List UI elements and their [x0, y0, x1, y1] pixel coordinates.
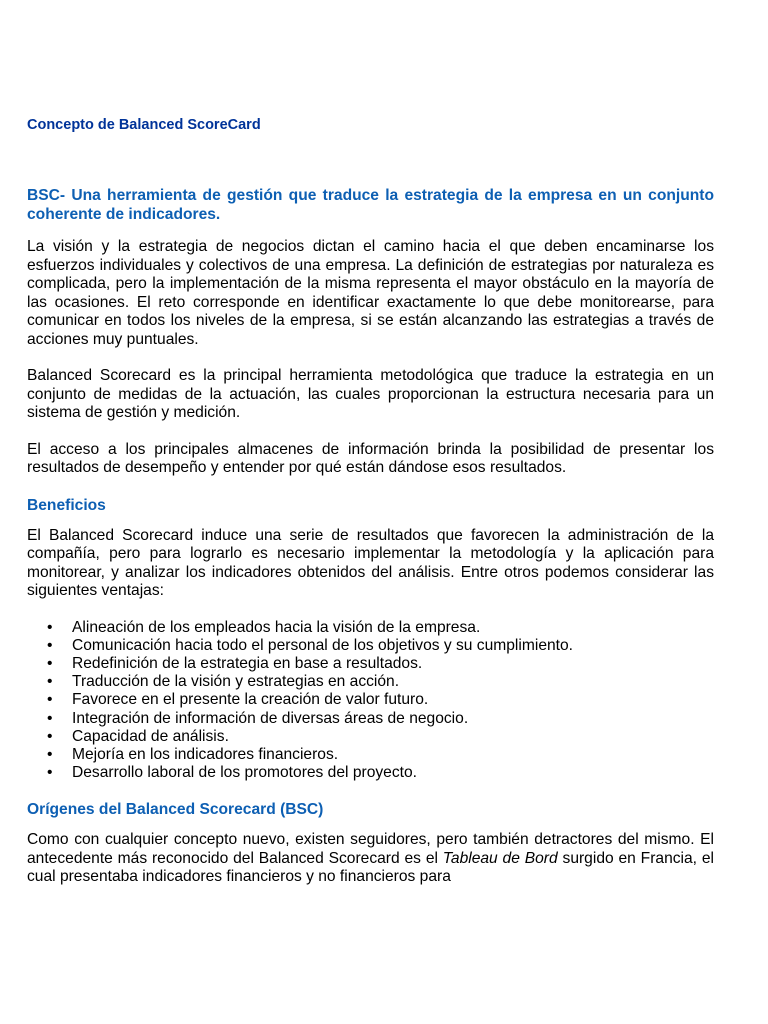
benefit-item: • Capacidad de análisis. — [27, 728, 714, 746]
origins-text-before: Como con cualquier concepto nuevo, existen seguidores, pero también detractores del mismo. El antecedente más reconocido del Balanced Scorecard es el — [27, 831, 714, 867]
benefit-item: • Mejoría en los indicadores financieros. — [27, 746, 714, 764]
benefit-item: • Integración de información de diversas áreas de negocio. — [27, 710, 714, 728]
document-title: Concepto de Balanced ScoreCard — [27, 117, 261, 133]
benefit-item: • Traducción de la visión y estrategias en acción. — [27, 673, 714, 691]
benefits-paragraph: El Balanced Scorecard induce una serie de resultados que favorecen la administración de la compañía, pero para lograrlo es necesario implementar la metodología y la aplicación para monitorear, y analizar los indicadores obtenidos del análisis. Entre otros podemos considerar las siguientes ventajas: — [27, 526, 714, 599]
intro-paragraph-vision: La visión y la estrategia de negocios dictan el camino hacia el que deben encaminarse los esfuerzos individuales y colectivos de una empresa. La definición de estrategias por naturaleza es complicada, pero la implementación de la misma representa el mayor obstáculo en la mayoría de las ocasiones. El reto corresponde en identificar exactamente lo que debe monitorearse, para comunicar en todos los niveles de la empresa, si se están alcanzando las estrategias a través de acciones muy puntuales. — [27, 238, 714, 348]
benefits-heading: Beneficios — [27, 496, 106, 514]
benefit-item: • Desarrollo laboral de los promotores del proyecto. — [27, 764, 714, 782]
origins-text-after: surgido en Francia, el cual presentaba indicadores financieros y no financieros para — [27, 849, 714, 886]
benefit-item: • Redefinición de la estrategia en base a resultados. — [27, 655, 714, 673]
benefit-item: • Alineación de los empleados hacia la visión de la empresa. — [27, 619, 714, 637]
benefit-item: • Favorece en el presente la creación de valor futuro. — [27, 691, 714, 709]
origins-heading: Orígenes del Balanced Scorecard (BSC) — [27, 801, 324, 819]
intro-paragraph-information-access: El acceso a los principales almacenes de información brinda la posibilidad de presentar los resultados de desempeño y entender por qué están dándose esos resultados. — [27, 440, 714, 476]
document-subtitle: BSC- Una herramienta de gestión que traduce la estrategia de la empresa en un conjunto coherente de indicadores. — [27, 187, 714, 223]
benefits-list — [27, 619, 714, 783]
benefit-item: • Comunicación hacia todo el personal de los objetivos y su cumplimiento. — [27, 637, 714, 655]
origins-paragraph — [27, 831, 714, 887]
document-body — [27, 186, 714, 905]
intro-paragraph-bsc-definition: Balanced Scorecard es la principal herramienta metodológica que traduce la estrategia en un conjunto de medidas de la actuación, las cuales proporcionan la estructura necesaria para un sistema de gestión y medición. — [27, 367, 714, 421]
origins-italic-term: Tableau de Bord — [442, 849, 558, 867]
